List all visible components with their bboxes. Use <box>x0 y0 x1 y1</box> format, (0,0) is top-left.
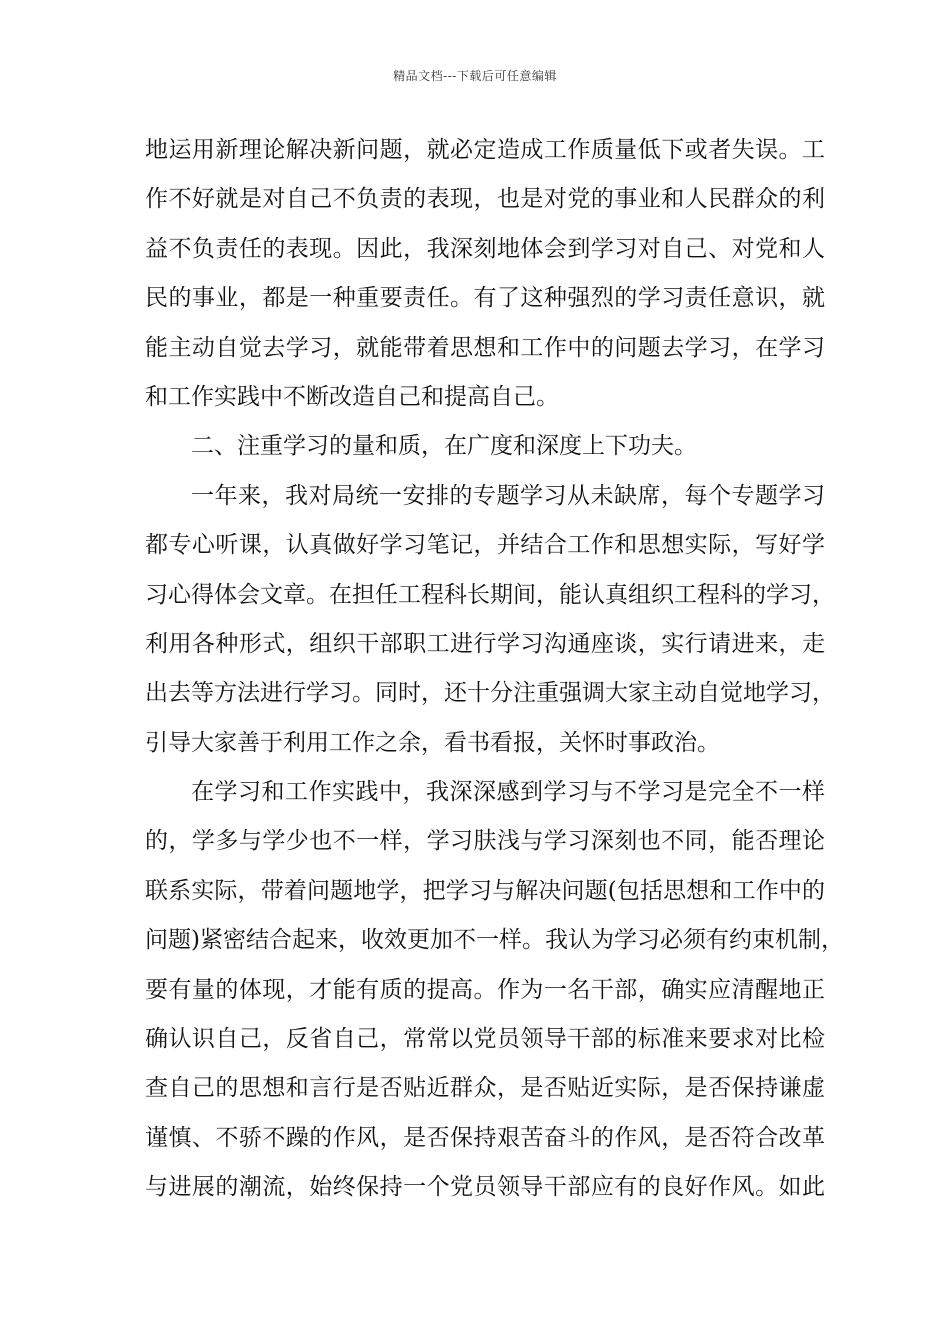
text-line: 问题)紧密结合起来，收效更加不一样。我认为学习必须有约束机制， <box>145 927 844 954</box>
text-line: 的，学多与学少也不一样，学习肤浅与学习深刻也不同，能否理论 <box>145 828 825 855</box>
text-line: 联系实际，带着问题地学，把学习与解决问题(包括思想和工作中的 <box>145 877 825 904</box>
page-header: 精品文档---下载后可任意编辑 <box>393 69 557 83</box>
text-line: 与进展的潮流，始终保持一个党员领导干部应有的良好作风。如此 <box>145 1174 825 1201</box>
text-line: 地运用新理论解决新问题，就必定造成工作质量低下或者失误。工 <box>145 137 825 163</box>
text-line: 查自己的思想和言行是否贴近群众，是否贴近实际，是否保持谦虚 <box>145 1075 825 1102</box>
text-line: 要有量的体现，才能有质的提高。作为一名干部，确实应清醒地正 <box>145 976 825 1003</box>
text-line: 能主动自觉去学习，就能带着思想和工作中的问题去学习，在学习 <box>145 334 825 361</box>
text-line: 益不负责任的表现。因此，我深刻地体会到学习对自己、对党和人 <box>145 235 825 262</box>
text-line: 确认识自己，反省自己，常常以党员领导干部的标准来要求对比检 <box>145 1026 825 1053</box>
text-line: 一年来，我对局统一安排的专题学习从未缺席，每个专题学习 <box>191 482 825 509</box>
text-line: 都专心听课，认真做好学习笔记，并结合工作和思想实际，写好学 <box>145 532 825 559</box>
section-heading: 二、注重学习的量和质，在广度和深度上下功夫。 <box>191 433 697 460</box>
text-line: 谨慎、不骄不躁的作风，是否保持艰苦奋斗的作风，是否符合改革 <box>145 1124 825 1151</box>
text-line: 民的事业，都是一种重要责任。有了这种强烈的学习责任意识，就 <box>145 285 825 312</box>
text-line: 在学习和工作实践中，我深深感到学习与不学习是完全不一样 <box>191 779 825 806</box>
text-line: 出去等方法进行学习。同时，还十分注重强调大家主动自觉地学习， <box>145 680 835 707</box>
text-line: 利用各种形式，组织干部职工进行学习沟通座谈，实行请进来，走 <box>145 630 825 657</box>
body-text <box>145 126 844 1213</box>
text-line: 引导大家善于利用工作之余，看书看报，关怀时事政治。 <box>145 729 720 756</box>
text-line: 和工作实践中不断改造自己和提高自己。 <box>145 383 559 410</box>
text-line: 作不好就是对自己不负责的表现，也是对党的事业和人民群众的利 <box>145 186 825 213</box>
text-line: 习心得体会文章。在担任工程科长期间，能认真组织工程科的学习， <box>145 581 835 608</box>
